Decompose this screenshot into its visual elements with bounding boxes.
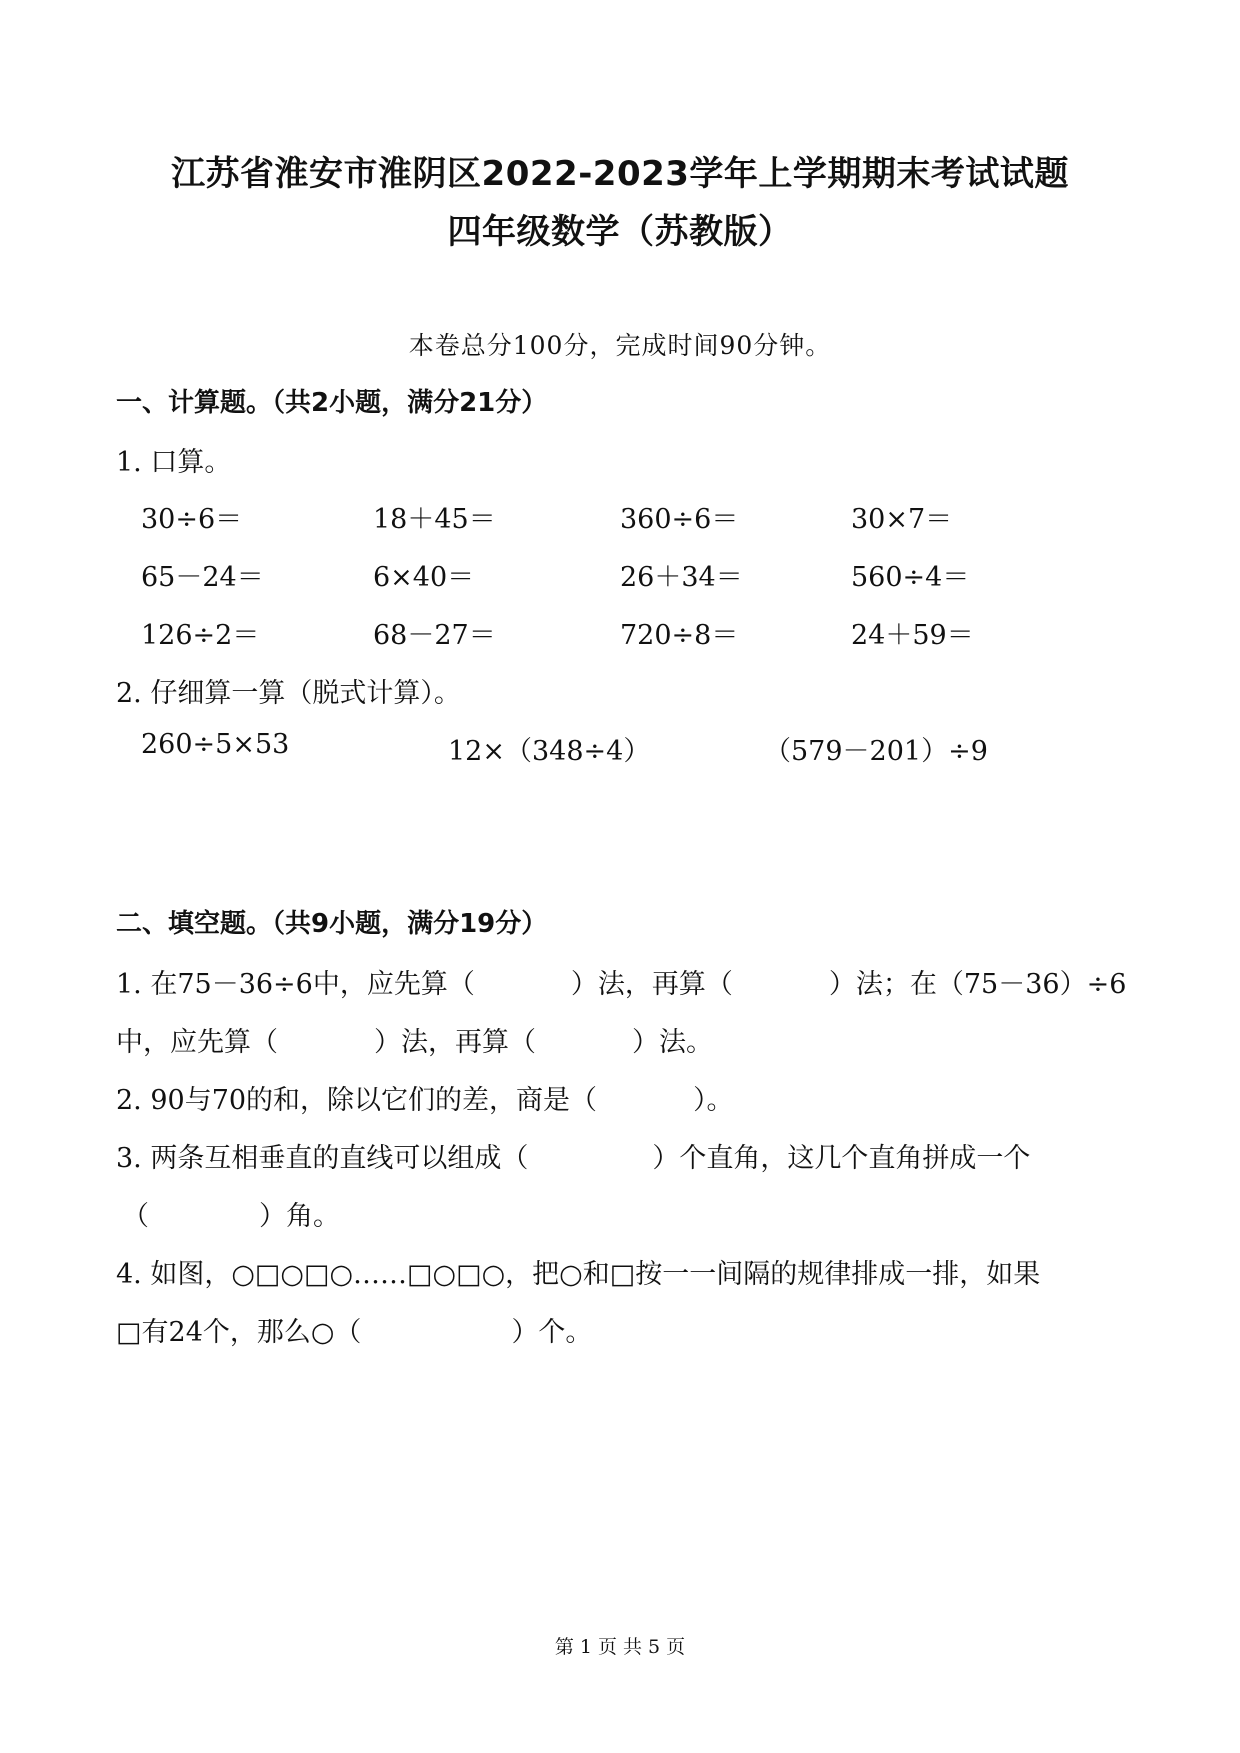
exam-subtitle: 四年级数学（苏教版） — [447, 212, 793, 252]
section-1-heading: 一、计算题。（共2小题，满分21分） — [116, 388, 548, 418]
detailed-item: 260÷5×53 — [141, 729, 290, 760]
oral-item: 30×7＝ — [851, 504, 953, 535]
section-2-heading: 二、填空题。（共9小题，满分19分） — [116, 909, 548, 939]
oral-item: 720÷8＝ — [620, 620, 739, 651]
q2-4-line1: 4. 如图，○□○□○……□○□○，把○和□按一一间隔的规律排成一排，如果 — [116, 1259, 1041, 1290]
q2-2-text: 2. 90与70的和，除以它们的差，商是（ — [116, 1085, 598, 1116]
oral-item: 68－27＝ — [373, 620, 496, 651]
oral-item: 65－24＝ — [141, 562, 264, 593]
q2-1-text: 中，应先算（ — [116, 1027, 278, 1058]
detailed-item: 12×（348÷4） — [448, 736, 651, 767]
q2-3-text: ）个直角，这几个直角拼成一个 — [652, 1143, 1031, 1174]
q2-2-text: ）。 — [693, 1085, 734, 1116]
oral-item: 30÷6＝ — [141, 504, 243, 535]
q2-1-text: ）法，再算（ — [374, 1027, 536, 1058]
page-footer: 第 1 页 共 5 页 — [554, 1636, 686, 1658]
exam-intro: 本卷总分100分，完成时间90分钟。 — [408, 331, 832, 360]
q2-1-line2 — [116, 1020, 713, 1059]
oral-item: 560÷4＝ — [851, 562, 970, 593]
q2-1-text: 1. 在75－36÷6中，应先算（ — [116, 969, 475, 1000]
q2-3-line1 — [116, 1136, 1030, 1175]
q2-4-text: ）个。 — [511, 1317, 593, 1348]
q2-1-text: ）法。 — [632, 1027, 713, 1058]
detailed-item: （579－201）÷9 — [764, 736, 988, 767]
oral-item: 6×40＝ — [373, 562, 475, 593]
q2-3-text: （ — [122, 1201, 149, 1232]
q2-2-line — [116, 1078, 734, 1117]
q2-1-text: ）法；在（75－36）÷6 — [828, 969, 1127, 1000]
q1-1-label: 1. 口算。 — [116, 447, 232, 478]
oral-item: 26＋34＝ — [620, 562, 743, 593]
oral-item: 18＋45＝ — [373, 504, 496, 535]
q2-1-text: ）法，再算（ — [570, 969, 733, 1000]
q2-4-text: □有24个，那么○（ — [116, 1317, 362, 1348]
exam-title: 江苏省淮安市淮阴区2022-2023学年上学期期末考试试题 — [171, 154, 1069, 194]
oral-item: 360÷6＝ — [620, 504, 739, 535]
q2-4-line2 — [116, 1310, 592, 1349]
oral-item: 126÷2＝ — [141, 620, 260, 651]
q2-3-line2 — [122, 1194, 340, 1233]
q2-3-text: ）角。 — [259, 1201, 340, 1232]
q2-1-line1 — [116, 962, 1126, 1001]
q1-2-label: 2. 仔细算一算（脱式计算）。 — [116, 678, 461, 709]
q2-3-text: 3. 两条互相垂直的直线可以组成（ — [116, 1143, 529, 1174]
oral-item: 24＋59＝ — [851, 620, 974, 651]
